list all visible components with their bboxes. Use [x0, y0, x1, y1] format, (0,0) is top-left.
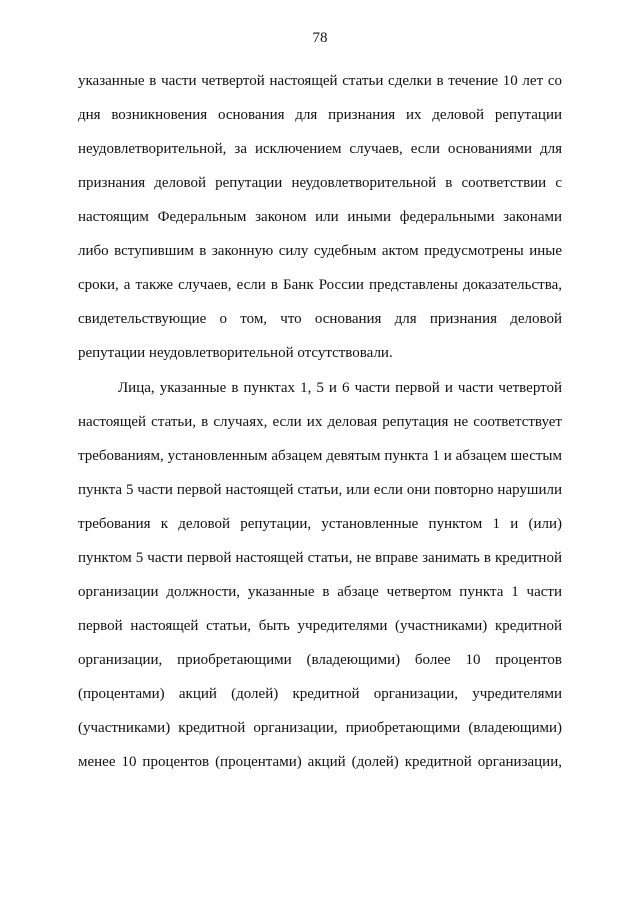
text-line: (процентами) акций (долей) кредитной организации, учредителями: [78, 686, 562, 702]
text-line: свидетельствующие о том, что основания для признания деловой: [78, 311, 562, 327]
text-line: либо вступившим в законную силу судебным актом предусмотрены иные: [78, 243, 562, 259]
text-line: дня возникновения основания для признания их деловой репутации: [78, 107, 562, 123]
text-line: репутации неудовлетворительной отсутствовали.: [78, 345, 393, 361]
text-line: требованиям, установленным абзацем девятым пункта 1 и абзацем шестым: [78, 448, 562, 464]
paragraph-2: [78, 371, 562, 779]
text-line: настоящим Федеральным законом или иными федеральными законами: [78, 209, 562, 225]
paragraph-1: [78, 64, 562, 370]
text-line: первой настоящей статьи, быть учредителями (участниками) кредитной: [78, 618, 562, 634]
text-line: менее 10 процентов (процентами) акций (долей) кредитной организации,: [78, 754, 562, 770]
text-line: неудовлетворительной, за исключением случаев, если основаниями для: [78, 141, 562, 157]
text-line: признания деловой репутации неудовлетворительной в соответствии с: [78, 175, 562, 191]
text-line: организации, приобретающими (владеющими) более 10 процентов: [78, 652, 562, 668]
text-line: Лица, указанные в пунктах 1, 5 и 6 части первой и части четвертой: [118, 380, 562, 396]
text-line: пунктом 5 части первой настоящей статьи, не вправе занимать в кредитной: [78, 550, 562, 566]
text-line: требования к деловой репутации, установленные пунктом 1 и (или): [78, 516, 562, 532]
page-number: 78: [312, 30, 328, 46]
text-line: (участниками) кредитной организации, приобретающими (владеющими): [78, 720, 562, 736]
text-line: указанные в части четвертой настоящей статьи сделки в течение 10 лет со: [78, 73, 562, 89]
text-line: сроки, а также случаев, если в Банк России представлены доказательства,: [78, 277, 562, 293]
text-line: пункта 5 части первой настоящей статьи, или если они повторно нарушили: [78, 482, 562, 498]
text-line: организации должности, указанные в абзаце четвертом пункта 1 части: [78, 584, 562, 600]
text-line: настоящей статьи, в случаях, если их деловая репутация не соответствует: [78, 414, 562, 430]
